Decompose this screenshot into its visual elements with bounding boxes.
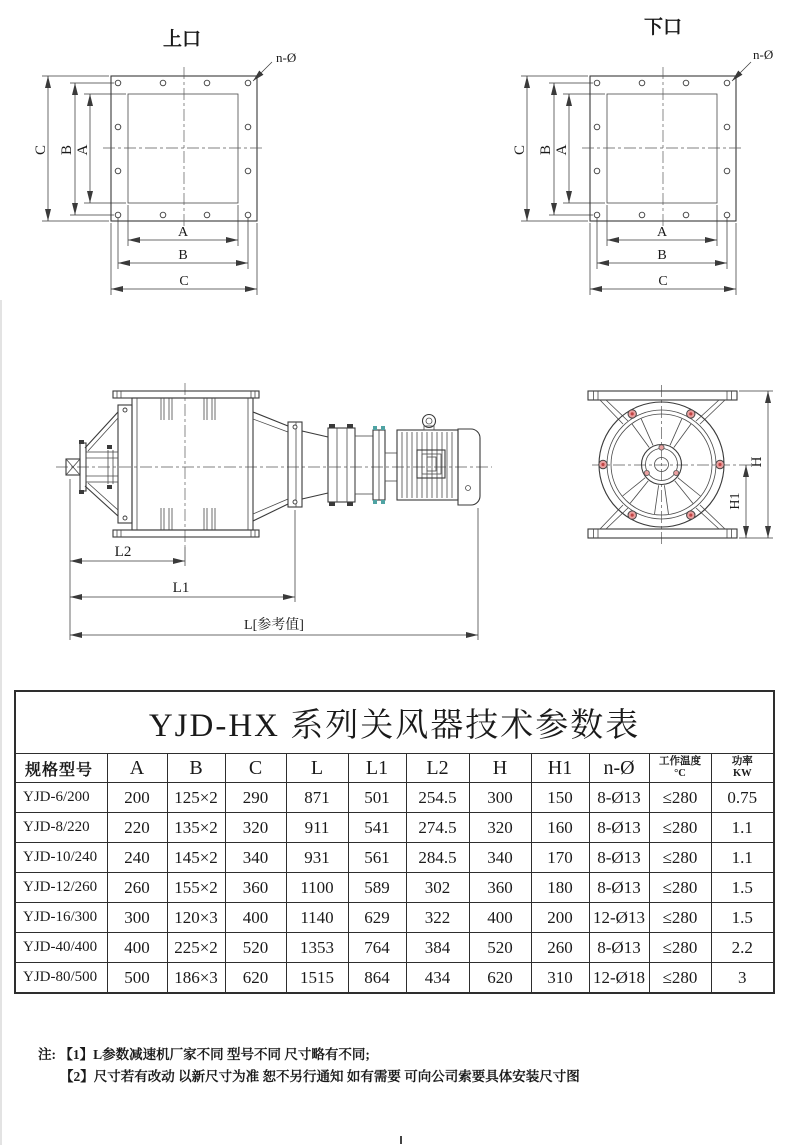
- value-cell: 340: [469, 843, 531, 873]
- dim-label-c-left: C: [33, 144, 49, 156]
- dim-label-c-left: C: [512, 144, 528, 156]
- col-header-power: 功率 KW: [711, 754, 774, 783]
- value-cell: 520: [469, 933, 531, 963]
- spec-table: [14, 690, 773, 994]
- col-header-bolts: n-Ø: [589, 754, 649, 783]
- value-cell: 1140: [286, 903, 348, 933]
- dim-label-b-left: B: [59, 144, 75, 156]
- value-cell: 180: [531, 873, 589, 903]
- dim-label-a-left: A: [554, 144, 570, 156]
- table-header-row: [15, 754, 774, 783]
- upper-port-title: 上口: [162, 29, 202, 50]
- table-row: [15, 903, 774, 933]
- value-cell: 322: [406, 903, 469, 933]
- value-cell: 1.5: [711, 873, 774, 903]
- value-cell: 541: [348, 813, 406, 843]
- value-cell: 620: [469, 963, 531, 994]
- end-view-drawing: [588, 385, 773, 545]
- lower-port-drawing: [512, 16, 773, 295]
- value-cell: 8-Ø13: [589, 873, 649, 903]
- value-cell: ≤280: [649, 813, 711, 843]
- value-cell: 8-Ø13: [589, 843, 649, 873]
- value-cell: 320: [469, 813, 531, 843]
- model-cell: YJD-80/500: [15, 963, 107, 994]
- model-cell: YJD-8/220: [15, 813, 107, 843]
- col-header-l2: L2: [406, 754, 469, 783]
- upper-port-bolt-label: n-Ø: [276, 50, 297, 65]
- value-cell: ≤280: [649, 933, 711, 963]
- table-body: [15, 783, 774, 994]
- col-header-h1: H1: [531, 754, 589, 783]
- dim-label-h1: H1: [728, 492, 743, 510]
- table-row: [15, 843, 774, 873]
- value-cell: ≤280: [649, 963, 711, 994]
- value-cell: 3: [711, 963, 774, 994]
- value-cell: 200: [531, 903, 589, 933]
- upper-port-drawing: [33, 27, 296, 295]
- value-cell: 300: [107, 903, 167, 933]
- value-cell: 340: [225, 843, 286, 873]
- col-header-h: H: [469, 754, 531, 783]
- value-cell: 400: [469, 903, 531, 933]
- model-cell: YJD-10/240: [15, 843, 107, 873]
- scan-edge-artifact: [0, 300, 2, 1145]
- value-cell: 12-Ø18: [589, 963, 649, 994]
- value-cell: 284.5: [406, 843, 469, 873]
- value-cell: 0.75: [711, 783, 774, 813]
- table-row: [15, 963, 774, 994]
- flange-studs: [161, 398, 215, 530]
- value-cell: 12-Ø13: [589, 903, 649, 933]
- value-cell: 302: [406, 873, 469, 903]
- dim-label-b-bottom: B: [657, 248, 667, 263]
- value-cell: 8-Ø13: [589, 783, 649, 813]
- col-header-b: B: [167, 754, 225, 783]
- value-cell: 186×3: [167, 963, 225, 994]
- value-cell: 520: [225, 933, 286, 963]
- dim-label-l2: L2: [114, 544, 132, 560]
- motor-eyebolt-icon: [423, 415, 436, 428]
- model-cell: YJD-12/260: [15, 873, 107, 903]
- value-cell: 864: [348, 963, 406, 994]
- value-cell: 8-Ø13: [589, 933, 649, 963]
- value-cell: 400: [225, 903, 286, 933]
- value-cell: 290: [225, 783, 286, 813]
- value-cell: 200: [107, 783, 167, 813]
- value-cell: 145×2: [167, 843, 225, 873]
- value-cell: 1.1: [711, 843, 774, 873]
- note-prefix: 注:: [38, 1047, 56, 1062]
- value-cell: 8-Ø13: [589, 813, 649, 843]
- note-line-1: 注: 【1】L参数减速机厂家不同 型号不同 尺寸略有不同;: [38, 1047, 370, 1062]
- value-cell: 911: [286, 813, 348, 843]
- model-cell: YJD-40/400: [15, 933, 107, 963]
- value-cell: 434: [406, 963, 469, 994]
- table-title: YJD-HX 系列关风器技术参数表: [15, 691, 774, 754]
- gearbox: [253, 412, 397, 521]
- value-cell: ≤280: [649, 873, 711, 903]
- dim-label-c-bottom: C: [179, 274, 189, 289]
- table-row: [15, 813, 774, 843]
- value-cell: 561: [348, 843, 406, 873]
- value-cell: 125×2: [167, 783, 225, 813]
- value-cell: 1.1: [711, 813, 774, 843]
- value-cell: 260: [107, 873, 167, 903]
- value-cell: 240: [107, 843, 167, 873]
- value-cell: 220: [107, 813, 167, 843]
- dim-label-b-left: B: [538, 144, 554, 156]
- value-cell: 2.2: [711, 933, 774, 963]
- value-cell: 170: [531, 843, 589, 873]
- value-cell: 310: [531, 963, 589, 994]
- value-cell: 360: [469, 873, 531, 903]
- left-bearing-assembly: [66, 405, 132, 523]
- value-cell: 360: [225, 873, 286, 903]
- motor: [397, 415, 480, 506]
- dim-label-l-ref: L[参考值]: [244, 618, 304, 633]
- value-cell: 1515: [286, 963, 348, 994]
- value-cell: 225×2: [167, 933, 225, 963]
- col-header-a: A: [107, 754, 167, 783]
- table-row: [15, 933, 774, 963]
- col-header-l1: L1: [348, 754, 406, 783]
- value-cell: 155×2: [167, 873, 225, 903]
- value-cell: 150: [531, 783, 589, 813]
- value-cell: ≤280: [649, 783, 711, 813]
- value-cell: 500: [107, 963, 167, 994]
- col-header-l: L: [286, 754, 348, 783]
- value-cell: 1.5: [711, 903, 774, 933]
- lower-port-title: 下口: [643, 17, 683, 38]
- model-cell: YJD-6/200: [15, 783, 107, 813]
- lower-port-bolt-label: n-Ø: [753, 47, 774, 62]
- dim-label-a-left: A: [75, 144, 91, 156]
- col-header-c: C: [225, 754, 286, 783]
- value-cell: 764: [348, 933, 406, 963]
- value-cell: 629: [348, 903, 406, 933]
- value-cell: 400: [107, 933, 167, 963]
- col-header-model: 规格型号: [15, 754, 107, 783]
- col-header-temp: 工作温度 °C: [649, 754, 711, 783]
- page-fold-mark: [400, 1136, 402, 1144]
- value-cell: 589: [348, 873, 406, 903]
- value-cell: 135×2: [167, 813, 225, 843]
- value-cell: 254.5: [406, 783, 469, 813]
- value-cell: ≤280: [649, 903, 711, 933]
- value-cell: 120×3: [167, 903, 225, 933]
- value-cell: 384: [406, 933, 469, 963]
- value-cell: 300: [469, 783, 531, 813]
- table-row: [15, 783, 774, 813]
- value-cell: 501: [348, 783, 406, 813]
- dim-label-l1: L1: [172, 580, 190, 596]
- footnotes: [38, 1044, 738, 1088]
- value-cell: 160: [531, 813, 589, 843]
- value-cell: 871: [286, 783, 348, 813]
- table-row: [15, 873, 774, 903]
- value-cell: 320: [225, 813, 286, 843]
- dim-label-c-bottom: C: [658, 274, 668, 289]
- note-line-2: 【2】尺寸若有改动 以新尺寸为准 恕不另行通知 如有需要 可向公司索要具体安装尺寸图: [60, 1069, 580, 1084]
- dim-label-a-bottom: A: [177, 225, 189, 240]
- value-cell: 260: [531, 933, 589, 963]
- value-cell: 1100: [286, 873, 348, 903]
- value-cell: 1353: [286, 933, 348, 963]
- value-cell: 620: [225, 963, 286, 994]
- model-cell: YJD-16/300: [15, 903, 107, 933]
- side-view-drawing: [56, 383, 492, 640]
- dim-label-h: H: [749, 456, 765, 468]
- value-cell: ≤280: [649, 843, 711, 873]
- dim-label-b-bottom: B: [178, 248, 188, 263]
- value-cell: 931: [286, 843, 348, 873]
- dim-label-a-bottom: A: [656, 225, 668, 240]
- value-cell: 274.5: [406, 813, 469, 843]
